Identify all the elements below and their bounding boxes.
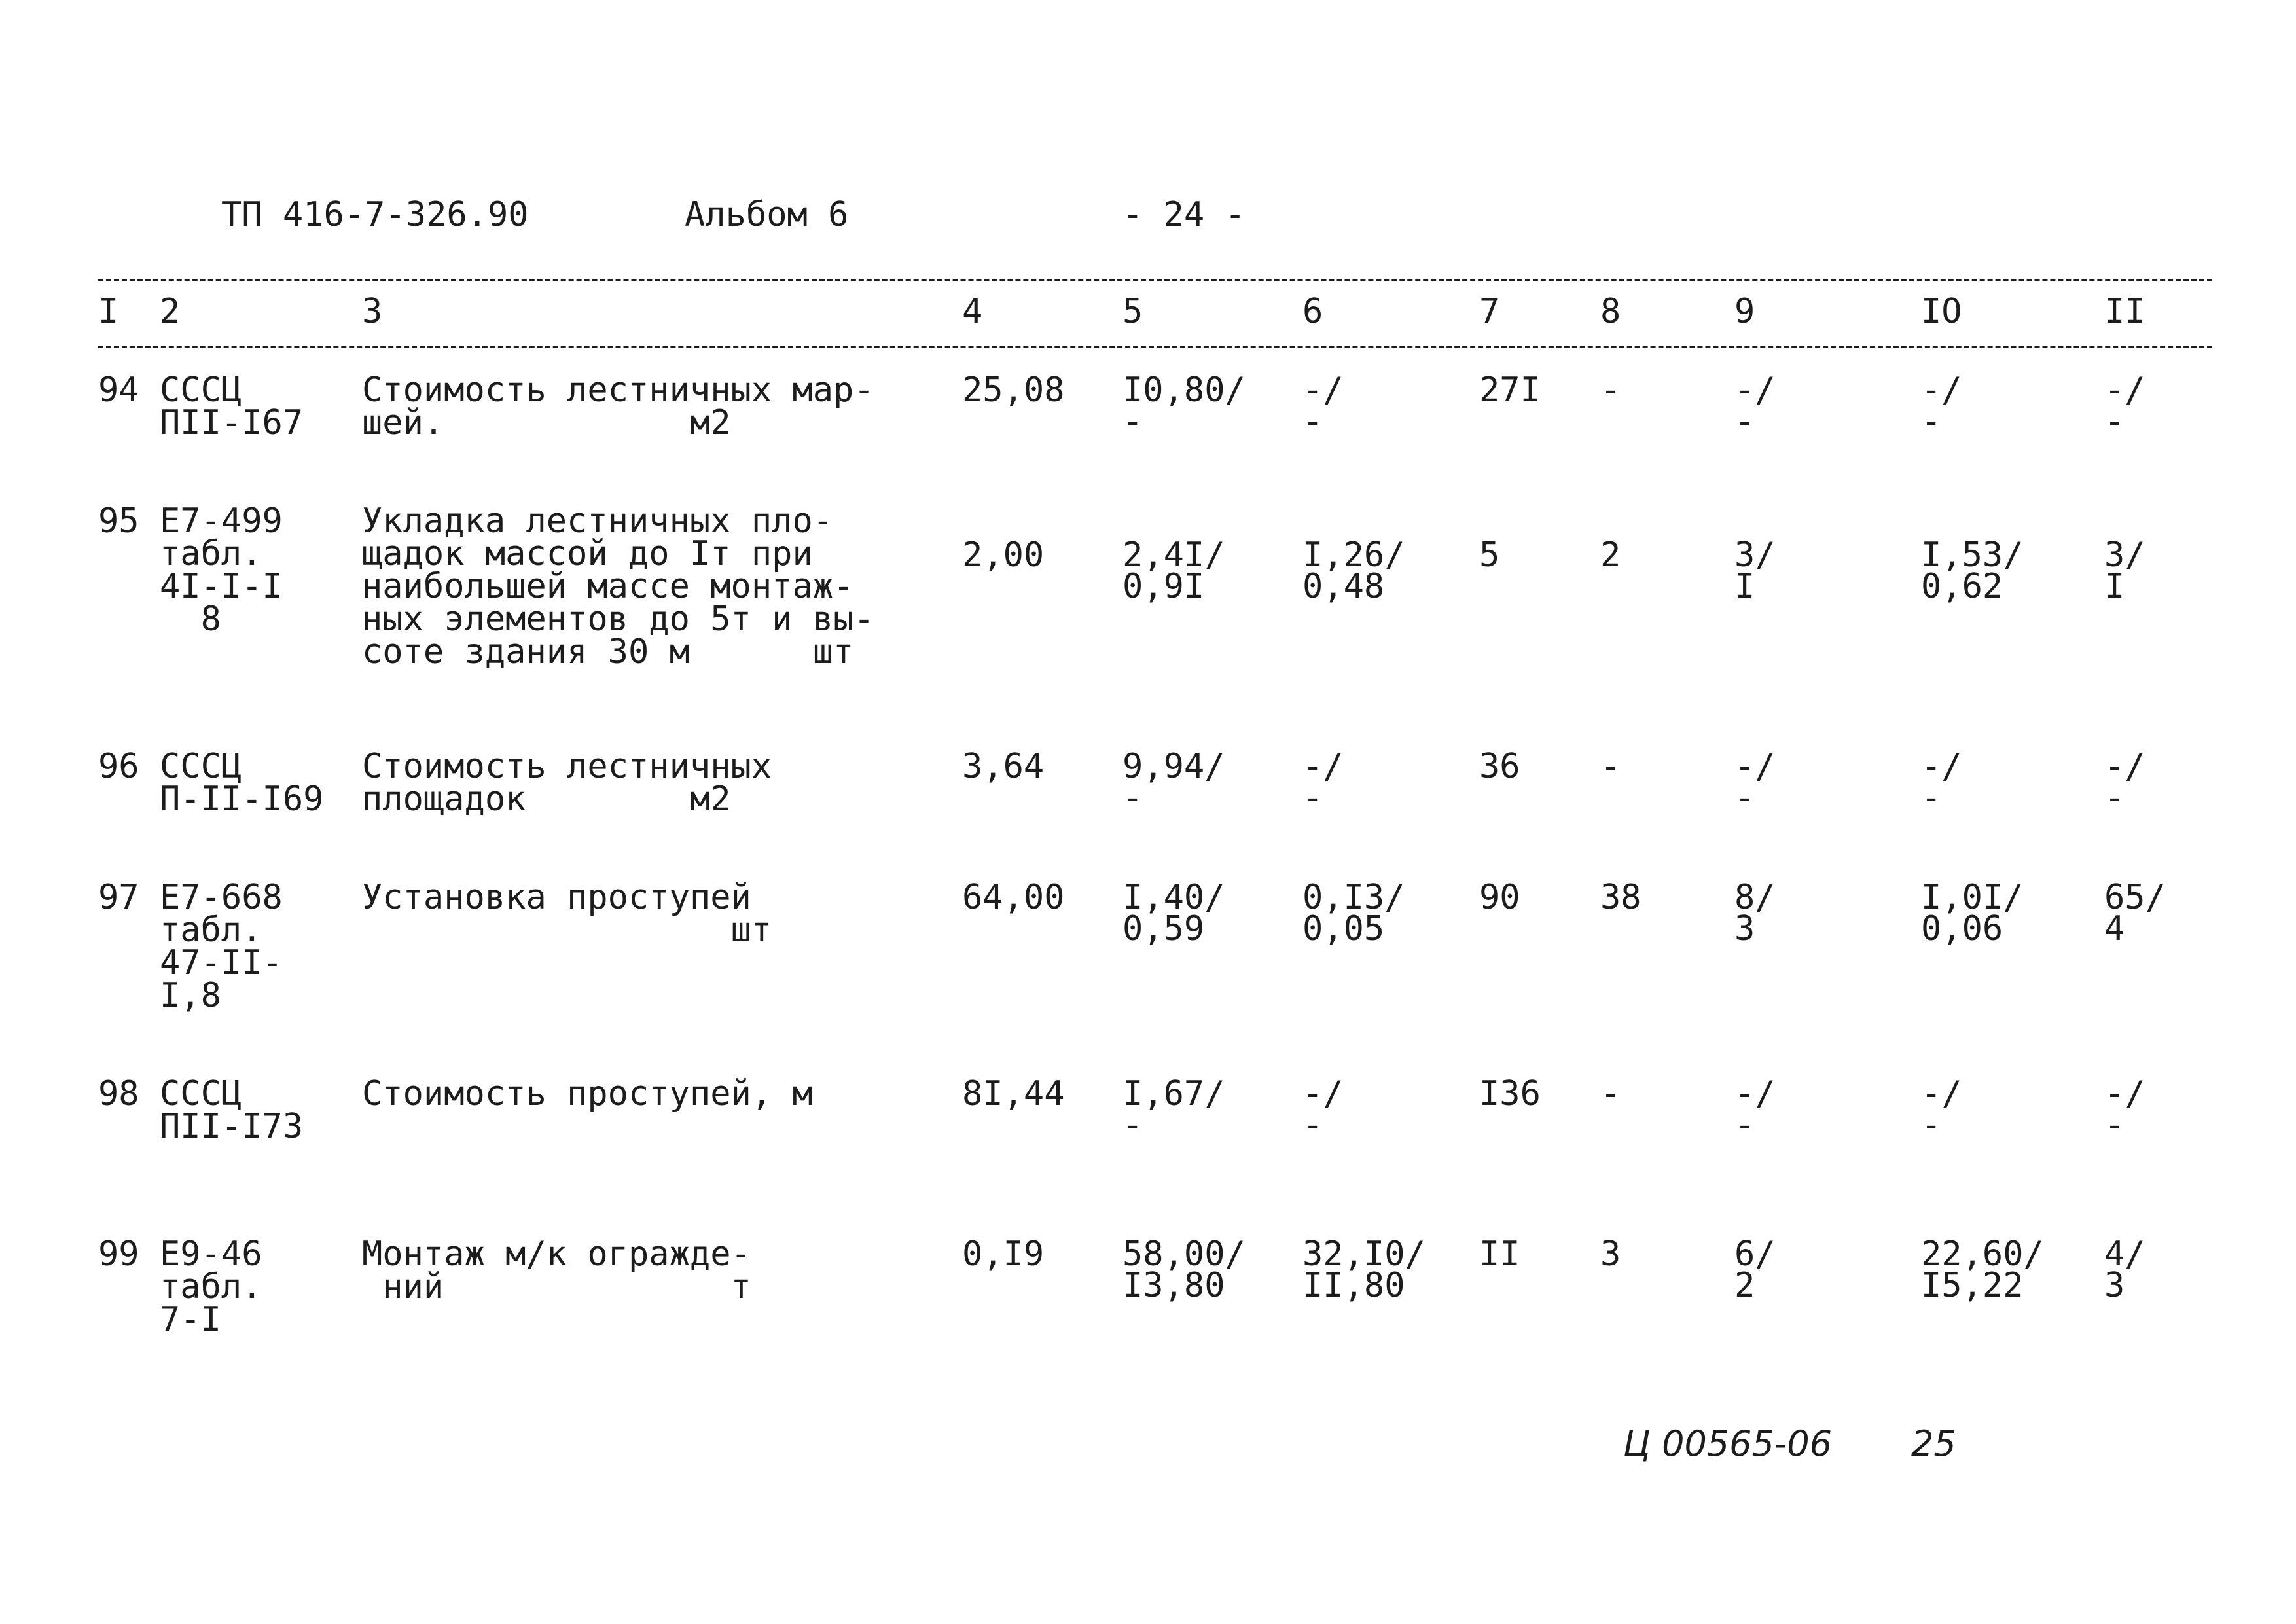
- c5-denominator: -: [1122, 778, 1143, 818]
- description-line: ных элементов до 5т и вы-: [362, 600, 874, 639]
- c6-numerator: -/: [1302, 747, 1344, 786]
- c10-numerator: -/: [1921, 747, 1962, 786]
- description-line: Монтаж м/к огражде-: [362, 1235, 751, 1274]
- description-line: шей. м2: [362, 403, 731, 442]
- c5-denominator: -: [1122, 1106, 1143, 1145]
- norm-code-line: СССЦ: [160, 370, 242, 410]
- row-number: 99: [98, 1235, 139, 1274]
- col8-cell: 38: [1600, 878, 1641, 917]
- description-line: соте здания 30 м шт: [362, 632, 854, 672]
- column-header: 3: [362, 292, 383, 331]
- col8-cell: 3: [1600, 1235, 1621, 1274]
- c5-numerator: 58,00/: [1122, 1235, 1246, 1274]
- row-number: 94: [98, 370, 139, 410]
- norm-code-line: СССЦ: [160, 1074, 242, 1113]
- col7-cell: 36: [1479, 747, 1520, 786]
- c11-numerator: -/: [2104, 747, 2145, 786]
- col7-cell: 5: [1479, 535, 1500, 575]
- norm-code-line: табл.: [160, 1267, 262, 1307]
- page-number: - 24 -: [1122, 195, 1246, 234]
- column-header: 6: [1302, 292, 1323, 331]
- c5-numerator: 9,94/: [1122, 747, 1225, 786]
- c10-denominator: -: [1921, 1106, 1942, 1145]
- col7-cell: I36: [1479, 1074, 1541, 1113]
- norm-code-line: табл.: [160, 534, 262, 573]
- norm-code-line: ПII-I73: [160, 1107, 304, 1146]
- quantity-cell: 0,I9: [962, 1235, 1045, 1274]
- col7-cell: 90: [1479, 878, 1520, 917]
- quantity-cell: 8I,44: [962, 1074, 1065, 1113]
- c11-denominator: I: [2104, 567, 2125, 606]
- description-line: Стоимость проступей, м: [362, 1074, 813, 1113]
- norm-code-line: 47-II-: [160, 943, 283, 983]
- quantity-cell: 3,64: [962, 747, 1045, 786]
- c9-numerator: 8/: [1734, 878, 1776, 917]
- c5-numerator: I,67/: [1122, 1074, 1225, 1113]
- c5-numerator: I,40/: [1122, 878, 1225, 917]
- description-line: шт: [362, 911, 772, 950]
- norm-code-line: ПII-I67: [160, 403, 304, 442]
- c10-numerator: -/: [1921, 1074, 1962, 1113]
- column-header: 7: [1479, 292, 1500, 331]
- col8-cell: -: [1600, 1074, 1621, 1113]
- table-top-rule: [98, 279, 2212, 281]
- column-header: 9: [1734, 292, 1755, 331]
- album-label: Альбом 6: [685, 195, 849, 234]
- c9-numerator: 3/: [1734, 535, 1776, 575]
- c6-denominator: 0,48: [1302, 567, 1385, 606]
- norm-code-line: 8: [160, 600, 221, 639]
- column-header: II: [2104, 292, 2145, 331]
- c6-numerator: -/: [1302, 370, 1344, 410]
- col8-cell: -: [1600, 747, 1621, 786]
- c10-denominator: 0,06: [1921, 909, 2003, 948]
- c5-numerator: I0,80/: [1122, 370, 1246, 410]
- quantity-cell: 25,08: [962, 370, 1065, 410]
- c6-numerator: I,26/: [1302, 535, 1405, 575]
- description-line: площадок м2: [362, 780, 731, 819]
- c5-denominator: -: [1122, 402, 1143, 441]
- c5-denominator: 0,9I: [1122, 567, 1205, 606]
- c10-denominator: -: [1921, 402, 1942, 441]
- c9-denominator: 2: [1734, 1266, 1755, 1305]
- c11-denominator: -: [2104, 402, 2125, 441]
- c6-denominator: II,80: [1302, 1266, 1405, 1305]
- col8-cell: 2: [1600, 535, 1621, 575]
- c10-denominator: 0,62: [1921, 567, 2003, 606]
- c6-denominator: -: [1302, 402, 1323, 441]
- norm-code-line: табл.: [160, 911, 262, 950]
- sheet-number: 25: [1911, 1423, 1956, 1464]
- c9-numerator: -/: [1734, 1074, 1776, 1113]
- c11-numerator: 4/: [2104, 1235, 2145, 1274]
- col8-cell: -: [1600, 370, 1621, 410]
- description-line: Укладка лестничных пло-: [362, 501, 834, 541]
- column-header: 5: [1122, 292, 1143, 331]
- description-line: Стоимость лестничных: [362, 747, 772, 786]
- archive-stamp: Ц 00565-06: [1623, 1423, 1833, 1464]
- c11-numerator: 3/: [2104, 535, 2145, 575]
- description-line: Стоимость лестничных мар-: [362, 370, 874, 410]
- c6-numerator: -/: [1302, 1074, 1344, 1113]
- c9-denominator: 3: [1734, 909, 1755, 948]
- norm-code-line: 7-I: [160, 1300, 221, 1339]
- c11-numerator: 65/: [2104, 878, 2166, 917]
- quantity-cell: 64,00: [962, 878, 1065, 917]
- row-number: 95: [98, 501, 139, 541]
- column-header: I: [98, 292, 119, 331]
- c5-denominator: 0,59: [1122, 909, 1205, 948]
- c10-denominator: I5,22: [1921, 1266, 2024, 1305]
- c6-denominator: 0,05: [1302, 909, 1385, 948]
- c6-numerator: 32,I0/: [1302, 1235, 1426, 1274]
- c9-denominator: -: [1734, 402, 1755, 441]
- c11-denominator: -: [2104, 1106, 2125, 1145]
- c6-denominator: -: [1302, 1106, 1323, 1145]
- c11-numerator: -/: [2104, 1074, 2145, 1113]
- row-number: 96: [98, 747, 139, 786]
- c6-denominator: -: [1302, 778, 1323, 818]
- norm-code-line: Е9-46: [160, 1235, 262, 1274]
- c5-denominator: I3,80: [1122, 1266, 1225, 1305]
- c10-numerator: 22,60/: [1921, 1235, 2044, 1274]
- c9-numerator: -/: [1734, 747, 1776, 786]
- c9-numerator: -/: [1734, 370, 1776, 410]
- quantity-cell: 2,00: [962, 535, 1045, 575]
- c11-numerator: -/: [2104, 370, 2145, 410]
- c9-denominator: I: [1734, 567, 1755, 606]
- column-header: 4: [962, 292, 983, 331]
- c11-denominator: 4: [2104, 909, 2125, 948]
- c10-numerator: I,53/: [1921, 535, 2024, 575]
- norm-code-line: Е7-668: [160, 878, 283, 917]
- description-line: наибольшей массе монтаж-: [362, 567, 854, 606]
- c10-denominator: -: [1921, 778, 1942, 818]
- c9-denominator: -: [1734, 778, 1755, 818]
- norm-code-line: П-II-I69: [160, 780, 324, 819]
- c11-denominator: -: [2104, 778, 2125, 818]
- norm-code-line: I,8: [160, 976, 221, 1015]
- description-line: ний т: [362, 1267, 751, 1307]
- norm-code-line: Е7-499: [160, 501, 283, 541]
- c5-numerator: 2,4I/: [1122, 535, 1225, 575]
- table-header-rule: [98, 346, 2212, 348]
- row-number: 98: [98, 1074, 139, 1113]
- c11-denominator: 3: [2104, 1266, 2125, 1305]
- description-line: Установка проступей: [362, 878, 751, 917]
- description-line: щадок массой до Iт при: [362, 534, 813, 573]
- column-header: IO: [1921, 292, 1962, 331]
- c6-numerator: 0,I3/: [1302, 878, 1405, 917]
- row-number: 97: [98, 878, 139, 917]
- c9-denominator: -: [1734, 1106, 1755, 1145]
- col7-cell: II: [1479, 1235, 1520, 1274]
- norm-code-line: СССЦ: [160, 747, 242, 786]
- c10-numerator: I,0I/: [1921, 878, 2024, 917]
- c10-numerator: -/: [1921, 370, 1962, 410]
- doc-code: ТП 416-7-326.90: [221, 195, 529, 234]
- col7-cell: 27I: [1479, 370, 1541, 410]
- column-header: 2: [160, 292, 181, 331]
- c9-numerator: 6/: [1734, 1235, 1776, 1274]
- column-header: 8: [1600, 292, 1621, 331]
- norm-code-line: 4I-I-I: [160, 567, 283, 606]
